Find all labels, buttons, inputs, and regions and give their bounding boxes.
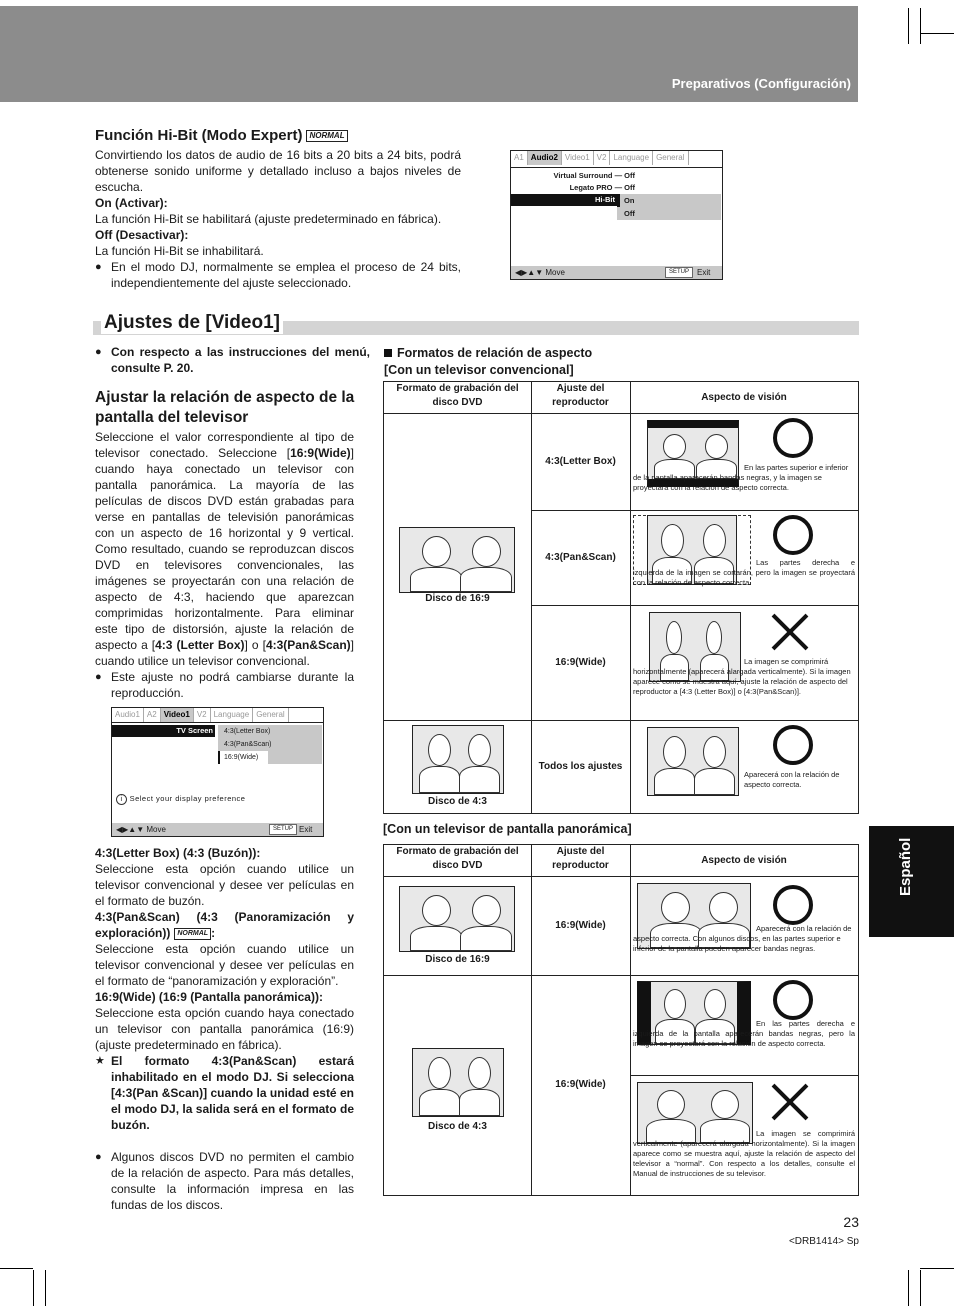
- menu-reference-bullet: ● Con respecto a las instrucciones del menú, consulte P. 20.: [95, 344, 370, 376]
- hibit-bullet: ● En el modo DJ, normalmente se emplea el proceso de 24 bits, independientemente del ajuste seleccionado.: [95, 259, 461, 291]
- section-title: Preparativos (Configuración): [671, 76, 851, 91]
- hibit-title: Función Hi-Bit (Modo Expert): [95, 127, 303, 144]
- tv-screen-row[interactable]: TV Screen: [112, 725, 215, 737]
- menu-footer: [511, 266, 722, 279]
- text-run: ] cuando utilice un televisor convencional.: [95, 638, 354, 668]
- disc169-caption: Disco de 16:9: [425, 954, 490, 965]
- setting-all: Todos los ajustes: [531, 720, 631, 813]
- widescreen-table: [383, 844, 859, 1196]
- col-format: Formato de grabación del disco DVD: [384, 382, 532, 414]
- aspect-wide: [630, 605, 858, 721]
- setting-wide: 16:9(Wide): [531, 876, 631, 976]
- text-run-bold: 16:9(Wide): [290, 446, 351, 460]
- page-number: 23: [843, 1214, 859, 1230]
- crop-mark: [920, 1268, 954, 1269]
- wide-note-text: La imagen se comprimirá horizontalmente (aparecerá alargada verticalmente). Si la imagen aparece como se muestra aquí, ajuste la relación de aspecto del reproductor a [4:3 (Letter Box)] o [4:3(Pan&Scan)].: [633, 657, 851, 696]
- letterbox-label: 4:3(Letter Box) (4:3 (Buzón)):: [95, 846, 261, 860]
- option-off[interactable]: Off: [624, 209, 635, 218]
- tab-a2[interactable]: A2: [144, 708, 161, 722]
- normal-badge: NORMAL: [174, 928, 211, 940]
- text-run: ] o [: [244, 638, 266, 652]
- document-code: <DRB1414> Sp: [788, 1236, 859, 1247]
- panscan-text: Seleccione esta opción cuando utilice un televisor convencional y desee ver películas en el formato de “panoramización y exploración”.: [95, 942, 354, 988]
- option-on[interactable]: On: [617, 194, 721, 207]
- all-note-text: Aparecerá con la relación de aspecto correcta.: [744, 770, 840, 789]
- tab-audio1[interactable]: Audio1: [112, 708, 144, 722]
- setting-letterbox: 4:3(Letter Box): [531, 413, 631, 511]
- col-aspect: Aspecto de visión: [630, 845, 858, 877]
- hibit-body: [95, 147, 461, 291]
- conventional-heading: [Con un televisor convencional]: [384, 363, 574, 377]
- tab-audio2[interactable]: Audio2: [528, 151, 562, 165]
- text-run: ] cuando haya conectado un televisor con pantalla panorámica. La mayoría de las películas de discos DVD están grabadas para verse en pantallas de televisión panorámicas con un aspecto de 16 horizontal y 9 vertical. Como resultado, cuando se reproduzcan discos DVD en televisores convencionales, las imágenes se proyectarán con una relación de aspecto de 4:3, haciendo que aparezcan comprimidas horizontalmente. Para eliminar este tipo de distorsión, ajuste la relación de aspecto a [: [95, 446, 354, 652]
- option-panscan[interactable]: 4:3(Pan&Scan): [224, 741, 272, 748]
- disc43-image: [412, 725, 504, 794]
- conventional-table: [383, 381, 859, 814]
- side-tab-label: Español: [897, 837, 914, 896]
- aspect-wide-43-stretched: [630, 1075, 858, 1195]
- crop-mark: [920, 8, 921, 44]
- correct-circle-icon: [773, 725, 813, 765]
- adjust-heading: Ajustar la relación de aspecto de la pantalla del televisor: [95, 389, 355, 426]
- tables-heading: [384, 345, 592, 379]
- exit-label: Exit: [697, 268, 711, 277]
- off-text: La función Hi-Bit se inhabilitará.: [95, 244, 264, 258]
- letterbox-note-text: En las partes superior e inferior de la pantalla aparecerán bandas negras, y la imagen se proyectará con la relación de aspecto correcta.: [633, 463, 849, 492]
- disc43-cell: [384, 975, 532, 1195]
- crop-mark: [920, 33, 954, 34]
- disc169-cell: [384, 413, 532, 721]
- hibit-heading: [95, 127, 348, 144]
- crop-mark: [908, 1270, 909, 1306]
- option-wide[interactable]: 16:9(Wide): [218, 751, 268, 764]
- formats-heading: Formatos de relación de aspecto: [397, 346, 593, 360]
- setting-wide: 16:9(Wide): [531, 975, 631, 1195]
- tab-v2[interactable]: V2: [194, 708, 211, 722]
- on-text: La función Hi-Bit se habilitará (ajuste predeterminado en fábrica).: [95, 212, 442, 226]
- aspect-all: [630, 720, 858, 813]
- text-run-bold: 4:3 (Letter Box): [155, 638, 245, 652]
- disc169-image: [399, 886, 515, 952]
- disc43-caption: Disco de 4:3: [428, 1121, 487, 1132]
- col-setting: Ajuste del reproductor: [531, 845, 631, 877]
- panscan-label: 4:3(Pan&Scan) (4:3 (Panoramización y exploración)): [95, 910, 354, 940]
- letterbox-text: Seleccione esta opción cuando utilice un televisor convencional y desee ver películas en el formato de buzón.: [95, 862, 354, 908]
- change-bullet: ● Este ajuste no podrá cambiarse durante la reproducción.: [95, 669, 354, 701]
- exit-label: Exit: [299, 825, 313, 834]
- normal-badge: NORMAL: [306, 130, 347, 142]
- aspect-wide-43: [630, 975, 858, 1076]
- disc169-cell: [384, 876, 532, 976]
- arrow-keys-icon: ◀▶▲▼: [515, 268, 544, 277]
- correct-circle-icon: [773, 885, 813, 925]
- hint-text: Select your display preference: [129, 794, 246, 803]
- tab-general[interactable]: General: [253, 708, 288, 722]
- tab-video1[interactable]: Video1: [562, 151, 594, 165]
- panscan-note-text: Las partes derecha e izquierda de la imagen se cortarán, pero la imagen se proyectará con la relación de aspecto correcta.: [633, 558, 855, 587]
- discs-bullet: ● Algunos discos DVD no permiten el cambio de la relación de aspecto. Para más detalles, consulte la información impresa en las fundas de los discos.: [95, 1149, 354, 1213]
- setting-panscan: 4:3(Pan&Scan): [531, 510, 631, 606]
- language-side-tab: [869, 826, 954, 937]
- text-run-bold: 4:3(Pan&Scan): [265, 638, 351, 652]
- crop-mark: [45, 1270, 46, 1306]
- correct-circle-icon: [773, 418, 813, 458]
- wide-text: Seleccione esta opción cuando haya conectado un televisor con pantalla panorámica (16:9) (ajuste predeterminado en fábrica).: [95, 1006, 354, 1052]
- widescreen-heading: [Con un televisor de pantalla panorámica]: [383, 822, 632, 836]
- audio-menu-screen: [510, 150, 723, 280]
- setting-wide: 16:9(Wide): [531, 605, 631, 721]
- crop-mark: [33, 1270, 34, 1306]
- aspect-wide-169: [630, 876, 858, 976]
- adjust-body: [95, 429, 354, 701]
- disc43-image: [412, 1048, 504, 1117]
- col-setting: Ajuste del reproductor: [531, 382, 631, 414]
- tab-a1[interactable]: A1: [511, 151, 528, 165]
- info-icon: i: [116, 794, 127, 805]
- legato-pro-row[interactable]: Legato PRO — Off: [569, 183, 635, 192]
- tab-general[interactable]: General: [653, 151, 688, 165]
- aspect-letterbox: [630, 413, 858, 511]
- move-label: Move: [545, 268, 565, 277]
- crop-mark: [920, 1270, 921, 1306]
- menu-tabs: [511, 151, 722, 165]
- hibit-row[interactable]: Hi-Bit: [511, 194, 635, 206]
- move-label: Move: [146, 825, 166, 834]
- dj-mode-note: ★ El formato 4:3(Pan&Scan) estará inhabilitado en el modo DJ. Si selecciona [4:3(Pan &Scan)] cuando la unidad esté en el modo DJ, la salida será en el formato de buzón.: [95, 1053, 354, 1133]
- arrow-keys-icon: ◀▶▲▼: [116, 825, 145, 834]
- menu-hint: [116, 794, 245, 805]
- option-letterbox[interactable]: 4:3(Letter Box): [224, 728, 271, 735]
- on-label: On (Activar):: [95, 196, 168, 210]
- wide169-note-text: Aparecerá con la relación de aspecto correcta. Con algunos discos, en las partes superior e inferior de la pantalla pueden aparecer bandas negras.: [633, 924, 852, 953]
- off-label: Off (Desactivar):: [95, 228, 189, 242]
- tab-v2[interactable]: V2: [594, 151, 611, 165]
- incorrect-cross-icon: [770, 1082, 810, 1122]
- menu-footer: [112, 823, 323, 836]
- tv-screen-options: [218, 725, 322, 764]
- hibit-intro: Convirtiendo los datos de audio de 16 bits a 20 bits a 24 bits, podrá obtenerse sonido uniforme y detallado incluso a bajos niveles de escucha.: [95, 148, 461, 194]
- disc169-image: [399, 527, 515, 593]
- normal-image: [647, 727, 739, 796]
- wide-label: 16:9(Wide) (16:9 (Pantalla panorámica)):: [95, 990, 323, 1004]
- setup-button[interactable]: SETUP: [269, 824, 297, 835]
- tab-language[interactable]: Language: [610, 151, 653, 165]
- aspect-panscan: [630, 510, 858, 606]
- correct-circle-icon: [773, 515, 813, 555]
- incorrect-cross-icon: [770, 612, 810, 652]
- text-run: Seleccione el valor correspondiente al tipo de televisor conectado. Seleccione [: [95, 430, 354, 460]
- virtual-surround-row[interactable]: Virtual Surround — Off: [553, 171, 635, 180]
- video-menu-screen: [111, 707, 324, 837]
- setup-button[interactable]: SETUP: [665, 267, 693, 278]
- disc169-caption: Disco de 16:9: [425, 593, 490, 604]
- menu-tabs: [112, 708, 323, 722]
- crop-mark: [0, 1268, 33, 1269]
- correct-circle-icon: [773, 980, 813, 1020]
- crop-mark: [908, 8, 909, 44]
- tab-video1[interactable]: Video1: [161, 708, 194, 722]
- tab-language[interactable]: Language: [211, 708, 254, 722]
- video1-section-title: Ajustes de [Video1]: [101, 312, 283, 334]
- options-description: 4:3(Letter Box) (4:3 (Buzón)): Seleccione esta opción cuando utilice un televisor convencional y desee ver películas en el formato de buzón. 4:3(Pan&Scan) (4:3 (Panoramización y exploración)) NORMAL : Seleccione esta opción cuando utilice un televisor convencional y desee ver películas en el formato de “panoramización y exploración”. 16:9(Wide) (16:9 (Pantalla panorámica)): Seleccione esta opción cuando haya conectado un televisor con pantalla panorámica (16:9) (ajuste predeterminado en fábrica). ★ El formato 4:3(Pan&Scan) estará inhabilitado en el modo DJ. Si selecciona [4:3(Pan &Scan)] cuando la unidad esté en el modo DJ, la salida será en el formato de buzón. ● Algunos discos DVD no permiten el cambio de la relación de aspecto. Para más detalles, consulte la información impresa en las fundas de los discos.: [95, 845, 354, 1213]
- col-aspect: Aspecto de visión: [630, 382, 858, 414]
- disc43-cell: [384, 720, 532, 813]
- disc43-caption: Disco de 4:3: [428, 796, 487, 807]
- square-bullet-icon: [384, 349, 392, 357]
- col-format: Formato de grabación del disco DVD: [384, 845, 532, 877]
- hibit-options: [617, 194, 721, 220]
- wide43-note-text: En las partes derecha e izquierda de la pantalla aparecerán bandas negras, pero la imagen se proyectará con la relación de aspecto correcta.: [633, 1019, 855, 1048]
- stretched-note-text: La imagen se comprimirá verticalmente (aparecerá alargada horizontalmente). Si la imagen aparece como se muestra aquí, ajuste la relación de aspecto del televisor a “normal”. Con respecto a los detalles, consulte el Manual de instrucciones de su televisor.: [633, 1129, 855, 1178]
